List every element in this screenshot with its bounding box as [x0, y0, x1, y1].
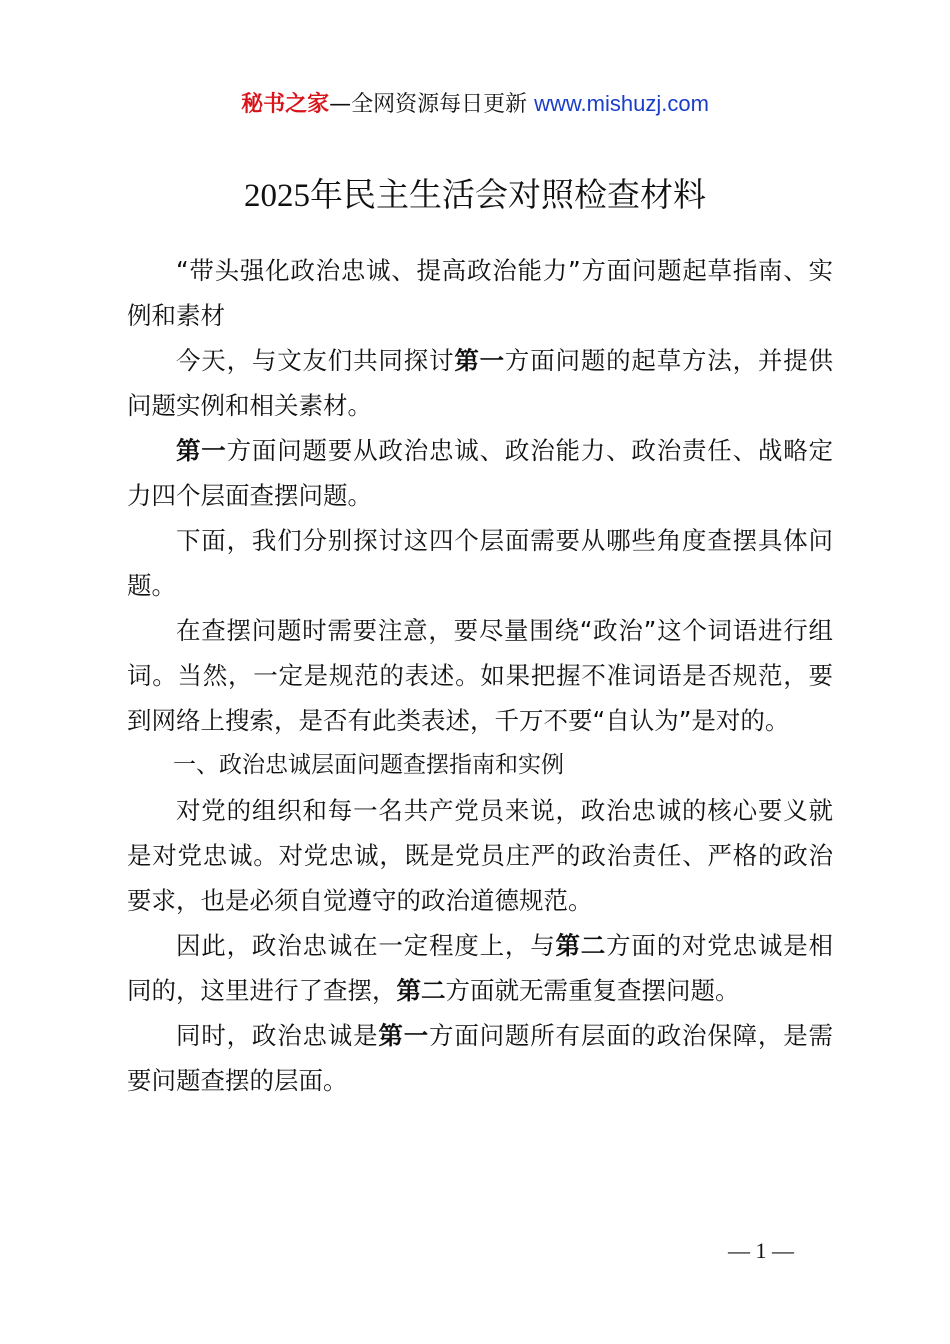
document-title: 2025年民主生活会对照检查材料 — [244, 178, 706, 214]
paragraph-therefore — [127, 923, 833, 1013]
paragraph-text: 方面就无需重复查摆问题。 — [445, 976, 740, 1005]
bold-term: 第一 — [176, 436, 227, 465]
header-separator: — — [329, 92, 352, 117]
paragraph-intro — [127, 338, 833, 428]
paragraph-subtitle: “带头强化政治忠诚、提高政治能力”方面问题起草指南、实例和素材 — [127, 256, 833, 330]
document-body — [127, 248, 833, 1103]
page-number: — 1 — — [728, 1238, 794, 1263]
bold-term: 第二 — [396, 976, 446, 1005]
paragraph-layers — [127, 428, 833, 518]
header-tagline: 全网资源每日更新 — [351, 92, 528, 117]
site-url-link[interactable]: www.mishuzj.com — [534, 91, 709, 116]
paragraph-angles: 下面，我们分别探讨这四个层面需要从哪些角度查摆具体问题。 — [127, 526, 833, 600]
paragraph-loyalty: 对党的组织和每一名共产党员来说，政治忠诚的核心要义就是对党忠诚。对党忠诚，既是党员庄严的政治责任、严格的政治要求，也是必须自觉遵守的政治道德规范。 — [127, 796, 833, 915]
paragraph-text: 方面问题所有层面的政治保障，是需要问题查摆的层面。 — [127, 1021, 834, 1095]
brand-name: 秘书之家 — [241, 92, 330, 117]
paragraph-text: 今天，与文友们共同探讨 — [176, 346, 455, 375]
paragraph-meanwhile — [127, 1013, 833, 1103]
paragraph-text: 方面的对党忠诚是相同的，这里进行了查摆， — [127, 931, 834, 1005]
paragraph-text: 方面问题的起草方法，并提供问题实例和相关素材。 — [127, 346, 834, 420]
bold-term: 第一 — [454, 346, 505, 375]
paragraph-text: 方面问题要从政治忠诚、政治能力、政治责任、战略定力四个层面查摆问题。 — [127, 436, 834, 510]
bold-term: 第二 — [555, 931, 607, 960]
bold-term: 第一 — [378, 1021, 430, 1050]
paragraph-text: 因此，政治忠诚在一定程度上，与 — [176, 931, 556, 960]
section-heading: 一、政治忠诚层面问题查摆指南和实例 — [173, 752, 564, 778]
site-header — [0, 86, 950, 123]
paragraph-note: 在查摆问题时需要注意，要尽量围绕“政治”这个词语进行组词。当然，一定是规范的表述。如果把握不准词语是否规范，要到网络上搜索，是否有此类表述，千万不要“自认为”是对的。 — [127, 616, 833, 735]
paragraph-text: 同时，政治忠诚是 — [176, 1021, 379, 1050]
